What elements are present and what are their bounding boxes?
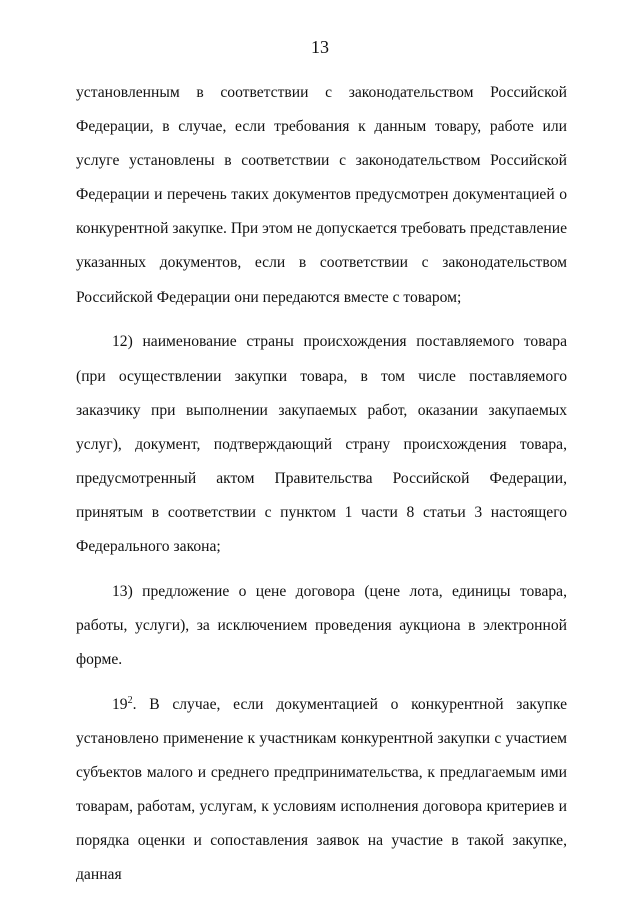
page-number: 13	[311, 37, 329, 57]
document-body	[76, 76, 567, 893]
paragraph-continuation: установленным в соответствии с законодательством Российской Федерации, в случае, если требования к данным товару, работе или услуге установлены в соответствии с законодательством Российской Федерации и перечень таких документов предусмотрен документацией о конкурентной закупке. При этом не допускается требовать представление указанных документов, если в соответствии с законодательством Российской Федерации они передаются вместе с товаром;	[76, 84, 567, 306]
section-superscript: 2	[127, 694, 133, 706]
paragraph-item-12: 12) наименование страны происхождения поставляемого товара (при осуществлении закупки товара, в том числе поставляемого заказчику при выполнении закупаемых работ, оказании закупаемых услуг), документ, подтверждающий страну происхождения товара, предусмотренный актом Правительства Российской Федерации, принятым в соответствии с пунктом 1 части 8 статьи 3 настоящего Федерального закона;	[76, 333, 567, 556]
paragraph-section-19-2	[76, 688, 567, 893]
section-number: 19	[112, 695, 128, 713]
paragraph-item-13: 13) предложение о цене договора (цене лота, единицы товара, работы, услуги), за исключением проведения аукциона в электронной форме.	[76, 582, 567, 669]
section-text: . В случае, если документацией о конкурентной закупке установлено применение к участникам конкурентной закупки с участием субъектов малого и среднего предпринимательства, к предлагаемым ими товарам, работам, услугам, к условиям исполнения договора критериев и порядка оценки и сопоставления заявок на участие в такой закупке, данная	[76, 695, 567, 884]
